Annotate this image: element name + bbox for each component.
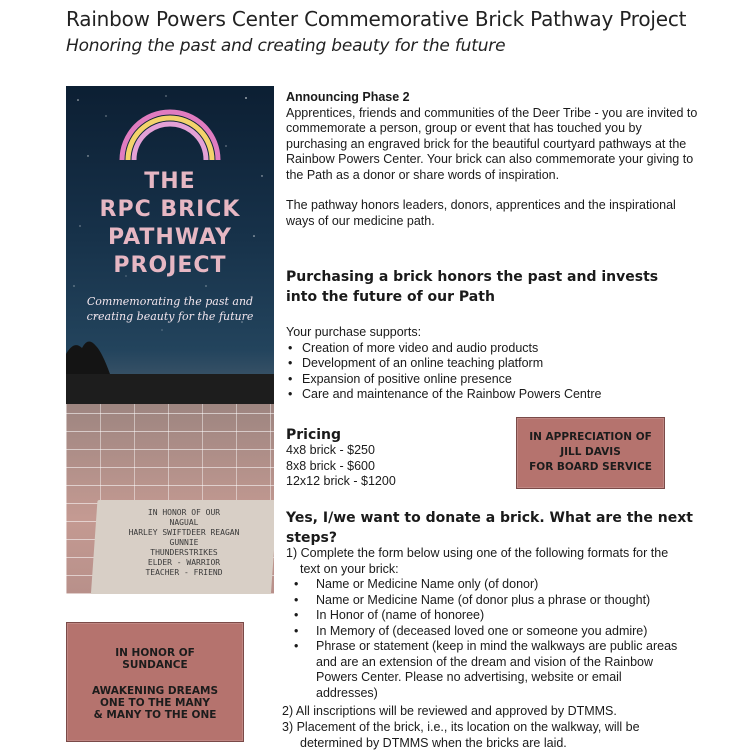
rainbow-icon	[118, 106, 222, 162]
poster-title-line: THE	[144, 169, 196, 194]
list-item: • Name or Medicine Name only (of donor)	[286, 577, 686, 593]
stone-line: IN HONOR OF OUR	[147, 508, 221, 517]
step-2: 2) All inscriptions will be reviewed and approved by DTMMS.	[282, 704, 617, 718]
list-item: • Name or Medicine Name (of donor plus a phrase or thought)	[286, 593, 686, 609]
poster-title	[66, 168, 274, 280]
sample-brick-appreciation	[516, 417, 665, 489]
list-item: • Development of an online teaching platform	[286, 356, 706, 372]
purchasing-heading: Purchasing a brick honors the past and invests into the future of our Path	[286, 269, 659, 305]
announce-paragraph: Apprentices, friends and communities of the Deer Tribe - you are invited to commemorate a person, group or event that has touched you by purchasing an engraved brick for the beautiful courtyard pathways at the Rainbow Powers Center. Your brick can also commemorate your giving to the Path as a donor or share words of inspiration.	[286, 105, 698, 182]
stone-line: TEACHER - FRIEND	[145, 568, 223, 577]
step-3: 3) Placement of the brick, i.e., its location on the walkway, will be determined by DTMMS when the bricks are laid.	[282, 720, 640, 750]
poster-tagline-line: Commemorating the past and	[86, 295, 254, 308]
next-steps-heading: Yes, I/we want to donate a brick. What are the next steps?	[286, 510, 693, 546]
supports-list	[286, 341, 706, 403]
brick-line: JILL DAVIS	[560, 446, 621, 458]
price-item: 12x12 brick - $1200	[286, 474, 396, 488]
poster-title-line: PATHWAY	[108, 225, 232, 250]
price-item: 4x8 brick - $250	[286, 443, 375, 457]
stone-line: ELDER - WARRIOR	[147, 558, 221, 567]
poster-tagline	[66, 294, 274, 324]
horizon-silhouette	[66, 334, 274, 404]
list-item: • Creation of more video and audio products	[286, 341, 706, 357]
list-item: • In Memory of (deceased loved one or someone you admire)	[286, 624, 686, 640]
sample-brick-sundance	[66, 622, 244, 742]
format-list	[286, 577, 686, 701]
announce-section	[286, 90, 706, 229]
supports-section	[286, 325, 706, 403]
brick-pavers-photo	[66, 404, 274, 594]
pricing-heading: Pricing	[286, 427, 342, 443]
announce-paragraph-2: The pathway honors leaders, donors, apprentices and the inspirational ways of our medicine path.	[286, 198, 676, 228]
poster-title-line: RPC BRICK	[99, 197, 241, 222]
brick-line: IN HONOR OF	[115, 647, 195, 659]
step-1: 1) Complete the form below using one of the following formats for the text on your brick:	[286, 546, 669, 576]
list-item: • Care and maintenance of the Rainbow Powers Centre	[286, 387, 706, 403]
brick-line: IN APPRECIATION OF	[529, 431, 652, 443]
stone-line: GUNNIE	[169, 538, 199, 547]
brick-line: FOR BOARD SERVICE	[529, 461, 652, 473]
price-item: 8x8 brick - $600	[286, 458, 375, 473]
list-item: • In Honor of (name of honoree)	[286, 608, 686, 624]
stone-line: THUNDERSTRIKES	[150, 548, 218, 557]
list-item: • Expansion of positive online presence	[286, 372, 706, 388]
brick-line: SUNDANCE	[122, 659, 188, 671]
document-title: Rainbow Powers Center Commemorative Brick Pathway Project	[66, 7, 687, 31]
brick-line: AWAKENING DREAMS	[91, 685, 219, 697]
document-subtitle: Honoring the past and creating beauty for the future	[66, 36, 506, 56]
poster-tagline-line: creating beauty for the future	[86, 310, 254, 323]
brick-line: & MANY TO THE ONE	[93, 709, 217, 721]
pricing-list	[286, 443, 486, 490]
supports-label: Your purchase supports:	[286, 325, 422, 339]
steps-section	[286, 546, 686, 701]
stone-line: HARLEY SWIFTDEER REAGAN	[128, 528, 240, 537]
list-item: • Phrase or statement (keep in mind the walkways are public areas and are an extension of the dream and vision of the Rainbow Powers Center. Please no advertising, website or email addresses)	[286, 639, 686, 701]
engraved-stone-text	[104, 508, 264, 578]
project-poster	[66, 86, 274, 594]
announce-heading: Announcing Phase 2	[286, 90, 410, 104]
poster-title-line: PROJECT	[113, 253, 227, 278]
stone-line: NAGUAL	[169, 518, 199, 527]
brick-line: ONE TO THE MANY	[99, 697, 211, 709]
